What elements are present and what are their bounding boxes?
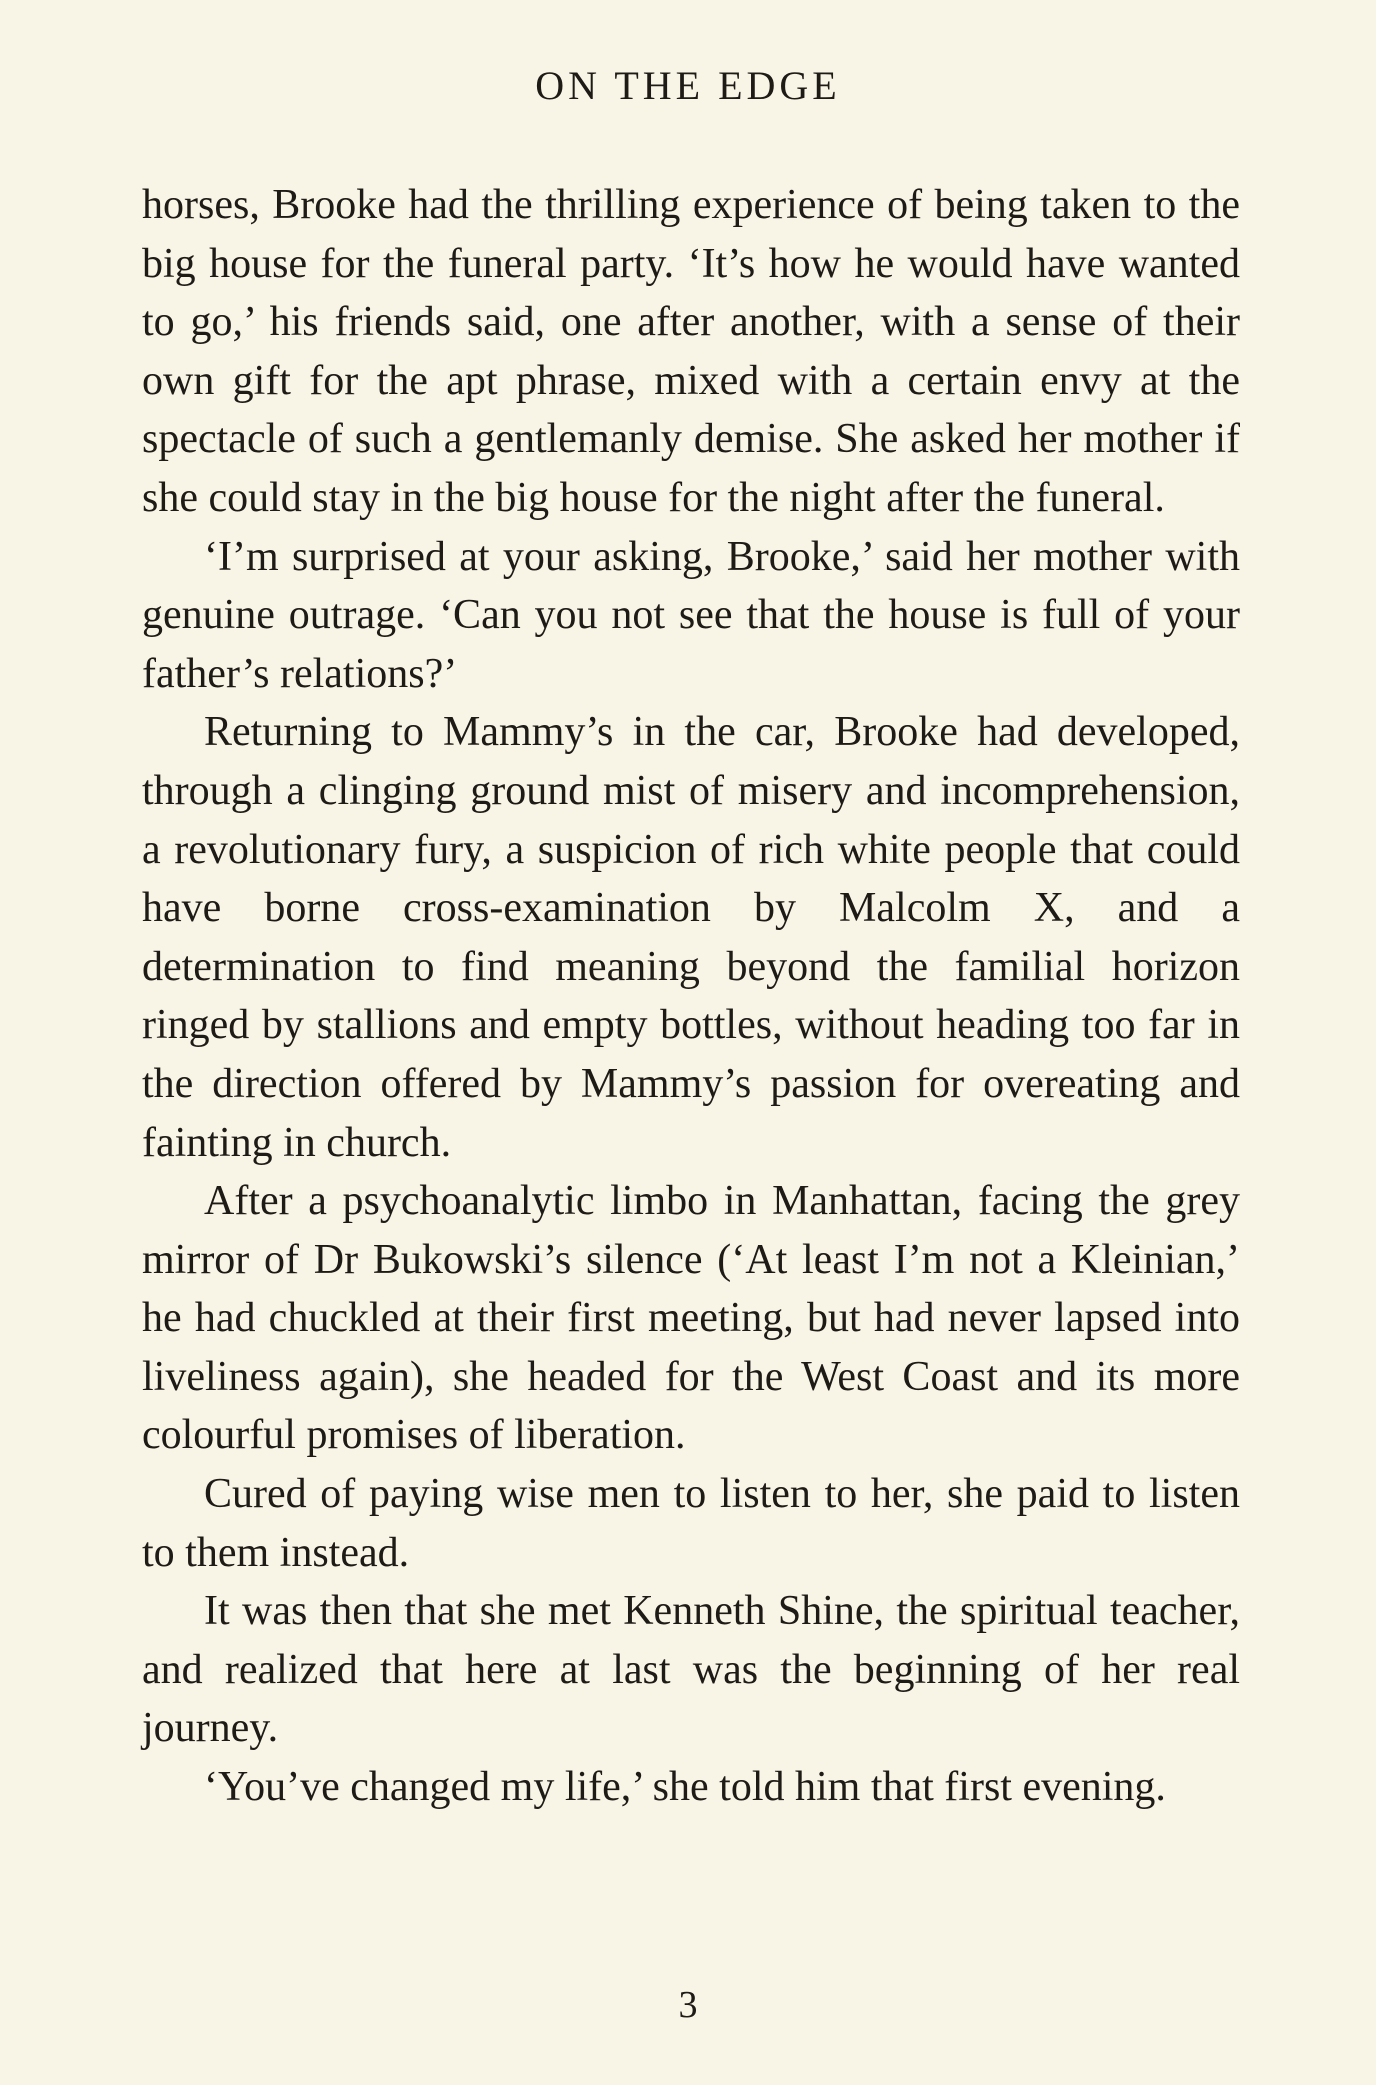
running-head: ON THE EDGE [535,63,841,108]
paragraph: ‘I’m surprised at your asking, Brooke,’ said her mother with genuine outrage. ‘Can you not see that the house is full of your father’s relations?’ [142,533,1240,697]
paragraph: ‘You’ve changed my life,’ she told him that first evening. [204,1764,1166,1811]
page-number: 3 [678,1984,698,2026]
paragraph: It was then that she met Kenneth Shine, the spiritual teacher, and realized that here at last was the beginning of her real journey. [142,1588,1240,1752]
paragraph: horses, Brooke had the thrilling experience of being taken to the big house for the funeral party. ‘It’s how he would have wanted to go,’ his friends said, one after another, with a sense of their own gift for the apt phrase, mixed with a certain envy at the spectacle of such a gentlemanly demise. She asked her mother if she could stay in the big house for the night after the funeral. [142,182,1240,521]
paragraph: After a psychoanalytic limbo in Manhattan, facing the grey mirror of Dr Bukowski’s silence (‘At least I’m not a Kleinian,’ he had chuckled at their first meeting, but had never lapsed into liveliness again), she headed for the West Coast and its more colourful promises of liberation. [142,1178,1240,1459]
body-text [142,176,1240,1817]
paragraph: Returning to Mammy’s in the car, Brooke had developed, through a clinging ground mist of misery and incomprehension, a revolutionary fury, a suspicion of rich white people that could have borne cross-examination by Malcolm X, and a determination to find meaning beyond the familial horizon ringed by stallions and empty bottles, without heading too far in the direction offered by Mammy’s passion for overeating and fainting in church. [142,709,1240,1166]
paragraph: Cured of paying wise men to listen to her, she paid to listen to them instead. [142,1471,1240,1576]
